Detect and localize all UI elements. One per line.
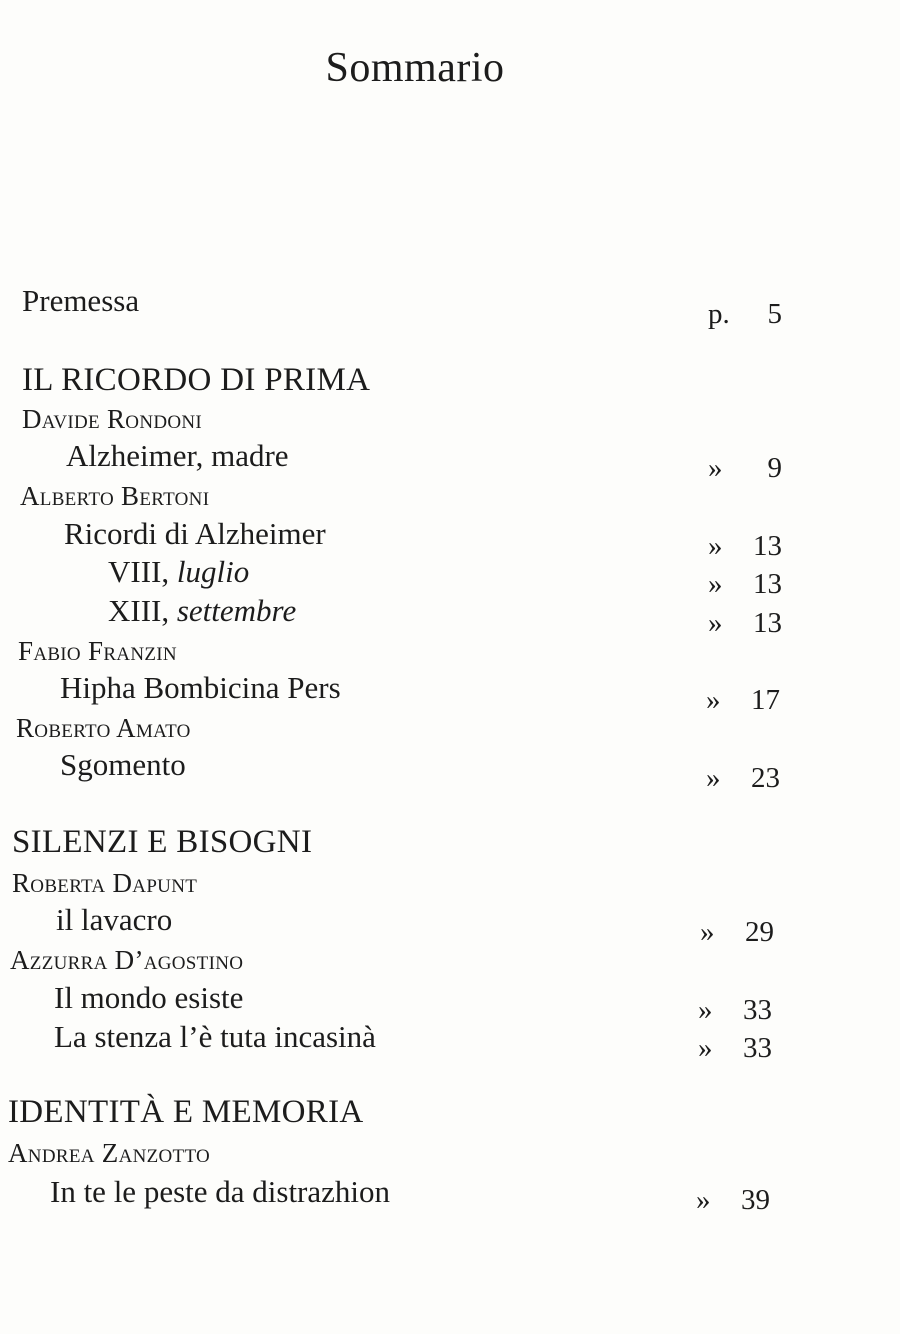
toc-entry-title [108,554,249,590]
section-heading: IDENTITÀ E MEMORIA [8,1094,364,1130]
toc-entry-title [108,593,296,629]
author-name: Andrea Zanzotto [8,1138,211,1168]
author-name: Roberto Amato [16,713,191,743]
author-name: Davide Rondoni [22,404,203,434]
section-heading: SILENZI E BISOGNI [12,824,313,860]
page-number: 5 [767,298,782,330]
toc-page-ref [708,530,782,563]
page-number: 13 [753,530,782,562]
author-name: Fabio Franzin [18,636,177,666]
toc-page-ref [708,607,782,640]
toc-page-ref [706,762,780,795]
entry-roman: XIII, [108,593,170,628]
ditto-mark: » [708,530,723,562]
ditto-mark: » [708,607,723,639]
page-title: Sommario [325,45,505,91]
ditto-mark: » [698,1032,713,1064]
page-number: 33 [743,1032,772,1064]
ditto-mark: » [700,916,715,948]
author-name: Azzurra D’agostino [10,945,244,975]
toc-page-ref-premessa [708,298,782,331]
section-heading: IL RICORDO DI PRIMA [22,362,371,398]
toc-page-ref [698,1032,772,1065]
toc-entry-premessa: Premessa [22,283,140,318]
page-number: 33 [743,994,772,1026]
page-number: 39 [741,1184,770,1216]
toc-page-ref [698,994,772,1027]
toc-entry-title: Ricordi di Alzheimer [64,516,326,551]
toc-page-ref [708,568,782,601]
entry-roman: VIII, [108,554,170,589]
toc-page-ref [700,916,774,949]
page-number: 17 [751,684,780,716]
toc-entry-title: il lavacro [56,902,173,937]
entry-italic: luglio [176,554,250,589]
toc-entry-title: Alzheimer, madre [66,438,289,473]
author-name: Roberta Dapunt [12,868,198,898]
toc-page-ref [706,684,780,717]
ditto-mark: » [708,452,723,484]
toc-entry-title: La stenza l’è tuta incasinà [54,1019,376,1054]
page-number: 23 [751,762,780,794]
ditto-mark: » [706,684,721,716]
toc-entry-title: Sgomento [60,747,186,782]
page-number: 13 [753,568,782,600]
ditto-mark: » [696,1184,711,1216]
ditto-mark: » [698,994,713,1026]
toc-entry-title: In te le peste da distrazhion [50,1174,391,1209]
page-number: 13 [753,607,782,639]
toc-page-ref [708,452,782,485]
ditto-mark: » [708,568,723,600]
toc-entry-title: Il mondo esiste [54,980,244,1015]
page-number: 9 [767,452,782,484]
toc-page-ref [696,1184,770,1217]
ditto-mark: » [706,762,721,794]
page-prefix: p. [708,298,730,330]
entry-italic: settembre [176,593,297,628]
toc-entry-title: Hipha Bombicina Pers [60,670,341,705]
page-number: 29 [745,916,774,948]
author-name: Alberto Bertoni [20,481,210,511]
